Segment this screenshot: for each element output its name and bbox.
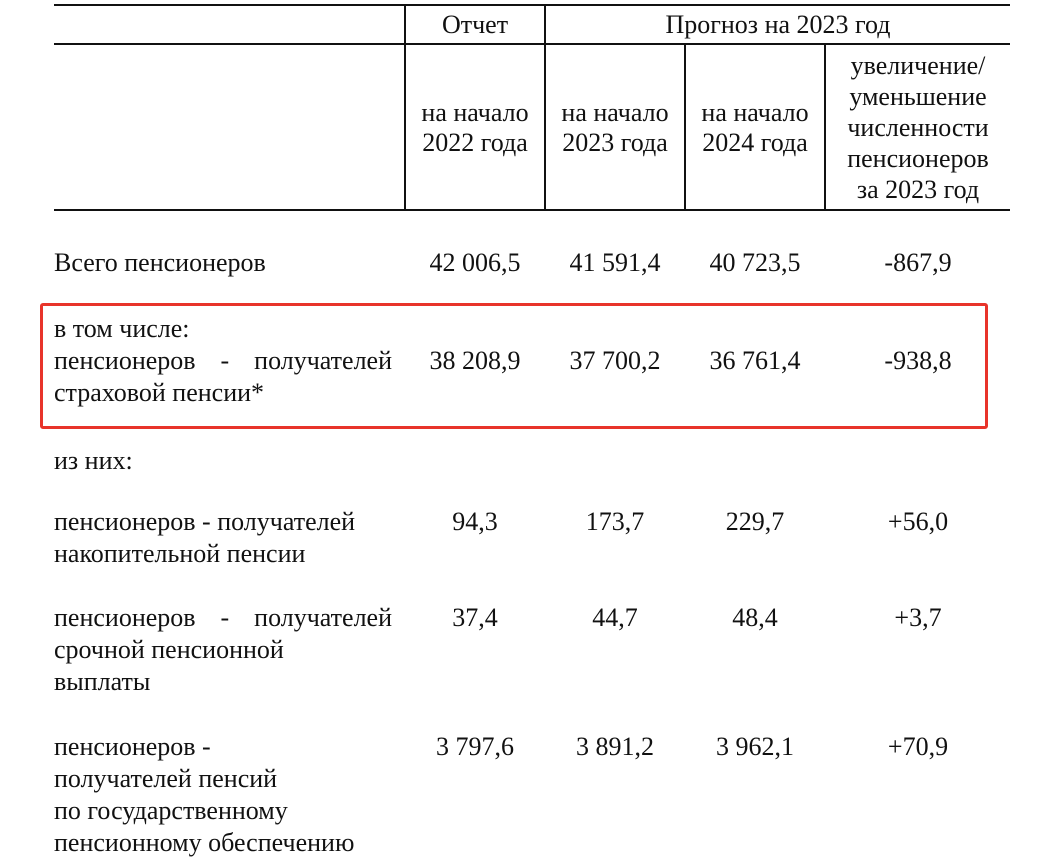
header-change-line3: численности xyxy=(847,113,989,142)
row-insurance-prefix: в том числе: xyxy=(54,314,190,343)
row-funded-2024: 229,7 xyxy=(725,507,785,536)
header-change-line4: пенсионеров xyxy=(847,144,989,173)
header-col-change xyxy=(826,50,1010,205)
row-of-them-prefix: из них: xyxy=(54,446,133,475)
row-funded-2023: 173,7 xyxy=(585,507,645,536)
header-forecast: Прогноз на 2023 год xyxy=(665,10,891,39)
row-state-change: +70,9 xyxy=(887,732,949,761)
row-insurance-change: -938,8 xyxy=(884,346,952,375)
row-state-label-line3: по государственному xyxy=(54,796,288,825)
row-total-2024: 40 723,5 xyxy=(709,248,801,277)
row-term-label-line1 xyxy=(54,603,392,633)
row-insurance-2023: 37 700,2 xyxy=(569,346,661,375)
row-state-label-line1: пенсионеров - xyxy=(54,732,211,761)
header-top-rule xyxy=(54,4,1010,6)
row-term-word1: пенсионеров xyxy=(54,603,196,632)
row-insurance-word1: пенсионеров xyxy=(54,346,196,375)
header-col-2022-line1: на начало xyxy=(421,98,529,127)
header-col-2024-line1: на начало xyxy=(701,98,809,127)
row-insurance-label-line1 xyxy=(54,346,392,376)
row-total-2023: 41 591,4 xyxy=(569,248,661,277)
header-bottom-rule xyxy=(54,209,1010,211)
row-term-dash: - xyxy=(220,603,230,632)
header-col-2022-line2: 2022 года xyxy=(422,128,528,157)
row-insurance-2022: 38 208,9 xyxy=(429,346,521,375)
row-term-change: +3,7 xyxy=(894,603,942,632)
header-mid-rule xyxy=(54,43,1010,45)
header-col-2023 xyxy=(546,98,684,158)
row-funded-change: +56,0 xyxy=(887,507,949,536)
row-total-change: -867,9 xyxy=(884,248,952,277)
row-term-label-line3: выплаты xyxy=(54,667,151,696)
header-report: Отчет xyxy=(441,10,509,39)
row-term-2024: 48,4 xyxy=(732,603,778,632)
row-state-2024: 3 962,1 xyxy=(716,732,794,761)
row-term-word2: получателей xyxy=(254,603,392,632)
header-col-2024-line2: 2024 года xyxy=(702,128,808,157)
header-col-2023-line2: 2023 года xyxy=(562,128,668,157)
row-state-2023: 3 891,2 xyxy=(576,732,654,761)
header-change-line1: увеличение/ xyxy=(850,51,986,80)
row-funded-2022: 94,3 xyxy=(452,507,498,536)
row-insurance-2024: 36 761,4 xyxy=(709,346,801,375)
row-funded-label-line1: пенсионеров - получателей xyxy=(54,507,356,536)
row-total-label: Всего пенсионеров xyxy=(54,248,266,277)
row-term-label-line2: срочной пенсионной xyxy=(54,635,284,664)
row-insurance-label-line2: страховой пенсии* xyxy=(54,378,265,407)
row-insurance-word2: получателей xyxy=(254,346,392,375)
header-col-2024 xyxy=(686,98,824,158)
row-term-2023: 44,7 xyxy=(592,603,638,632)
row-funded-label-line2: накопительной пенсии xyxy=(54,539,306,568)
header-col-2023-line1: на начало xyxy=(561,98,669,127)
row-insurance-dash: - xyxy=(220,346,230,375)
header-change-line5: за 2023 год xyxy=(856,175,980,204)
header-col-2022 xyxy=(406,98,544,158)
row-total-2022: 42 006,5 xyxy=(429,248,521,277)
row-state-label-line4: пенсионному обеспечению xyxy=(54,828,355,857)
row-state-label-line2: получателей пенсий xyxy=(54,764,278,793)
row-term-2022: 37,4 xyxy=(452,603,498,632)
header-change-line2: уменьшение xyxy=(849,82,987,111)
row-state-2022: 3 797,6 xyxy=(436,732,514,761)
